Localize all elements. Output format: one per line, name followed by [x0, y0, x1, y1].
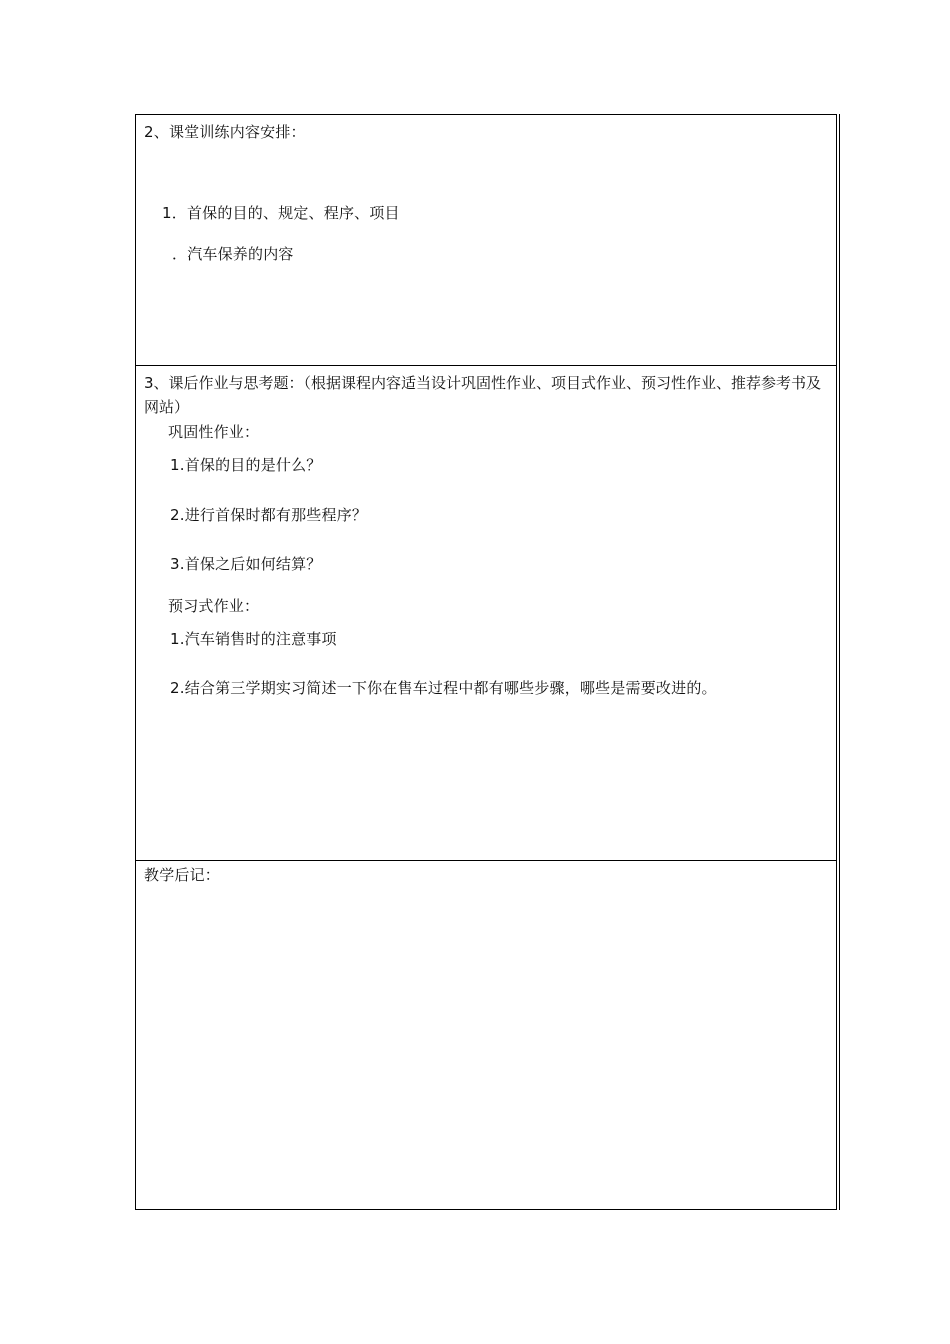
lesson-plan-table — [135, 114, 837, 1210]
homework-cell — [136, 366, 836, 861]
consolidation-item: 3.首保之后如何结算？ — [170, 555, 322, 573]
preview-label: 预习式作业： — [168, 597, 260, 615]
preview-item: 2.结合第三学期实习简述一下你在售车过程中都有哪些步骤，哪些是需要改进的。 — [170, 679, 717, 697]
consolidation-item: 2.进行首保时都有那些程序？ — [170, 506, 368, 524]
homework-heading: 3、课后作业与思考题：（根据课程内容适当设计巩固性作业、项目式作业、预习性作业、推荐参考书及网站） — [144, 374, 822, 416]
teaching-notes-heading: 教学后记： — [144, 866, 221, 884]
teaching-notes-cell — [136, 861, 836, 1209]
training-item: 1．首保的目的、规定、程序、项目 — [162, 204, 400, 222]
classroom-training-cell — [136, 115, 836, 366]
consolidation-item: 1.首保的目的是什么？ — [170, 456, 322, 474]
preview-item: 1.汽车销售时的注意事项 — [170, 630, 337, 648]
training-item: ．汽车保养的内容 — [172, 245, 294, 263]
classroom-training-heading: 2、课堂训练内容安排： — [144, 123, 306, 141]
consolidation-label: 巩固性作业： — [168, 423, 260, 441]
